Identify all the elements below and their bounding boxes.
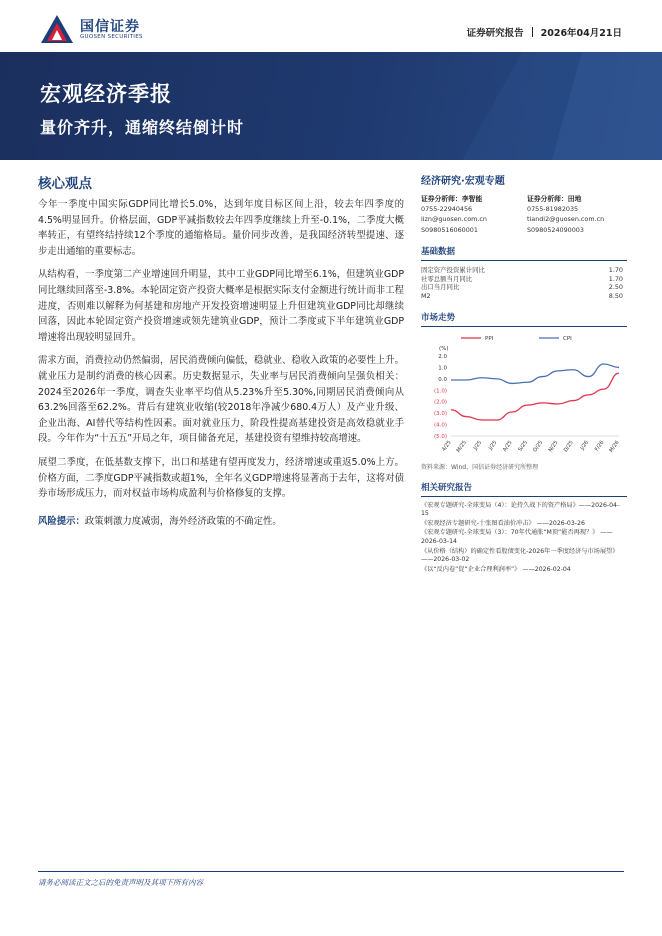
basic-data-value: 1.70	[608, 265, 623, 274]
y-tick-label: 1.0	[438, 365, 447, 372]
chart-source: 资料来源：Wind、国信证券经济研究所整理	[421, 463, 539, 471]
meta-divider	[532, 27, 533, 37]
analyst-cert: S0980524090003	[527, 225, 584, 234]
core-paragraph: 从结构看，一季度第二产业增速回升明显，其中工业GDP同比增至6.1%，但建筑业GDP同比继续回落至-3.8%。本轮固定资产投资大概率是根据实际支付金额进行统计而非工程进度，否则难以解释为何基建和房地产开发投资增速明显上升但建筑业GDP同比却继续回落，因此本轮固定资产投资增速或领先建筑业GDP，预计二季度或下半年建筑业GDP增速将出现较明显回升。	[38, 269, 404, 343]
brand-name-cn: 国信证券	[80, 19, 140, 35]
core-paragraph: 需求方面，消费拉动仍然偏弱，居民消费倾向偏低，稳就业、稳收入政策的必要性上升。就业压力是制约消费的核心因素。历史数据显示，失业率与居民消费倾向呈强负相关：2024至2026年一季度，调查失业率平均值从5.23%升至5.30%,同期居民消费倾向从63.2%回落至62.2%。背后有建筑业收缩(较2018年净减少680.4万人）及产业升级、企业出海、AI替代等结构性因素。面对就业压力，阶段性提高基建投资是高效稳就业手段。今年作为“十五五”开局之年，项目储备充足，基建投资有望维持较高增速。	[38, 355, 404, 445]
banner-decoration	[402, 52, 662, 160]
y-tick-label: (1.0)	[433, 387, 447, 394]
related-report-link[interactable]: 《宏观经济专题研究-十张图看油价冲击》 ——2026-03-26	[421, 519, 585, 527]
x-tick-label: M/26	[608, 439, 621, 454]
y-tick-label: (2.0)	[433, 399, 447, 406]
y-tick-label: (4.0)	[433, 422, 447, 429]
core-paragraph: 今年一季度中国实际GDP同比增长5.0%，达到年度目标区间上沿，较去年四季度的4.5%明显回升。价格层面，GDP平减指数较去年四季度继续上升至-0.1%，二季度大概率转正，有望终结持续12个季度的通缩格局。量价同步改善，是我国经济转型提速、逐步走出通缩的重要标志。	[38, 199, 404, 257]
report-title: 宏观经济季报	[40, 82, 172, 106]
basic-data-value: 1.70	[608, 274, 623, 283]
ppi-cpi-chart-svg	[421, 332, 627, 460]
core-views-heading: 核心观点	[38, 176, 92, 192]
sidebar	[421, 172, 627, 575]
report-type: 证券研究报告	[466, 28, 524, 39]
top-bar	[0, 0, 662, 52]
analyst-email[interactable]: lizn@guosen.com.cn	[421, 215, 487, 224]
risk-text: 政策刺激力度减弱，海外经济政策的不确定性。	[84, 515, 282, 527]
basic-data-row	[421, 292, 627, 301]
analyst-phone: 0755-22940456	[421, 205, 473, 214]
analyst-card	[527, 194, 627, 235]
report-subtitle: 量价齐升，通缩终结倒计时	[40, 118, 245, 137]
x-tick-label: J/26	[579, 439, 591, 451]
legend-label: CPI	[563, 335, 572, 342]
basic-data-row	[421, 275, 627, 284]
x-tick-label: D/25	[562, 439, 575, 453]
related-report-link[interactable]: 《以“反内卷”促“企业合理利润率”》 ——2026-02-04	[421, 565, 571, 573]
related-reports-heading: 相关研究报告	[421, 481, 627, 497]
ppi-cpi-chart	[421, 332, 627, 460]
analyst-list	[421, 194, 627, 235]
y-tick-label: 2.0	[438, 353, 447, 360]
related-report-link[interactable]: 《从价格（结构）的确定性看股债变化-2026年一季度经济与市场展望》 ——2026-03-02	[421, 547, 619, 564]
basic-data-name: 社零总额当月同比	[421, 274, 473, 283]
company-logo	[40, 14, 160, 48]
analyst-name: 证券分析师：李智能	[421, 195, 483, 203]
risk-label: 风险提示：	[38, 515, 85, 527]
analyst-cert: S0980516060001	[421, 225, 478, 234]
y-axis-unit: (%)	[439, 345, 449, 352]
y-tick-label: (5.0)	[433, 433, 447, 440]
core-views-section	[38, 172, 404, 529]
basic-data-row	[421, 283, 627, 292]
x-tick-label: A/25	[501, 439, 514, 453]
basic-data-row	[421, 266, 627, 275]
x-tick-label: J/25	[487, 439, 499, 451]
x-tick-label: M/25	[455, 439, 468, 454]
y-tick-label: (3.0)	[433, 410, 447, 417]
series-line-cpi	[451, 364, 619, 383]
y-tick-label: 0.0	[438, 376, 447, 383]
x-tick-label: F/26	[593, 439, 606, 453]
title-banner	[0, 52, 662, 160]
analyst-phone: 0755-81982035	[527, 205, 579, 214]
footer-disclaimer: 请务必阅读正文之后的免责声明及其项下所有内容	[38, 878, 203, 887]
basic-data-heading: 基础数据	[421, 245, 627, 261]
risk-warning	[38, 514, 404, 530]
market-trend-heading: 市场走势	[421, 311, 627, 327]
basic-data-name: 固定资产投资累计同比	[421, 265, 485, 274]
related-report-link[interactable]: 《宏观专题研究-全球变局（3）：70年代通胀“M顶”能否再现？》 ——2026-03-14	[421, 529, 613, 545]
report-date: 2026年04月21日	[540, 28, 622, 39]
analyst-card	[421, 194, 521, 235]
analyst-name: 证券分析师：田地	[527, 195, 582, 203]
core-paragraph: 展望二季度，在低基数支撑下，出口和基建有望再度发力，经济增速或重返5.0%上方。价格方面，二季度GDP平减指数或超1%，全年名义GDP增速将显著高于去年，这将对债券市场形成压力，而对权益市场构成盈利与价格修复的支撑。	[38, 456, 404, 500]
sidebar-heading: 经济研究·宏观专题	[421, 176, 505, 187]
analyst-email[interactable]: tiandi2@guosen.com.cn	[527, 215, 605, 224]
basic-data-value: 2.50	[608, 283, 623, 292]
x-tick-label: 4/25	[441, 439, 453, 453]
x-tick-label: S/25	[517, 439, 530, 453]
x-tick-label: O/25	[532, 439, 545, 453]
guosen-logo-icon	[40, 14, 74, 44]
legend-label: PPI	[485, 335, 494, 342]
related-report-link[interactable]: 《宏观专题研究-全球变局（4）：论持久战下的资产格局》——2026-04-15	[421, 501, 620, 518]
basic-data-name: 出口当月同比	[421, 283, 460, 292]
basic-data-name: M2	[421, 291, 431, 300]
footer-divider	[38, 871, 624, 872]
x-tick-label: N/25	[547, 439, 560, 453]
report-meta	[467, 25, 622, 39]
x-tick-label: J/25	[472, 439, 484, 451]
basic-data-value: 8.50	[608, 291, 623, 300]
brand-name-en: GUOSEN SECURITIES	[80, 34, 143, 40]
